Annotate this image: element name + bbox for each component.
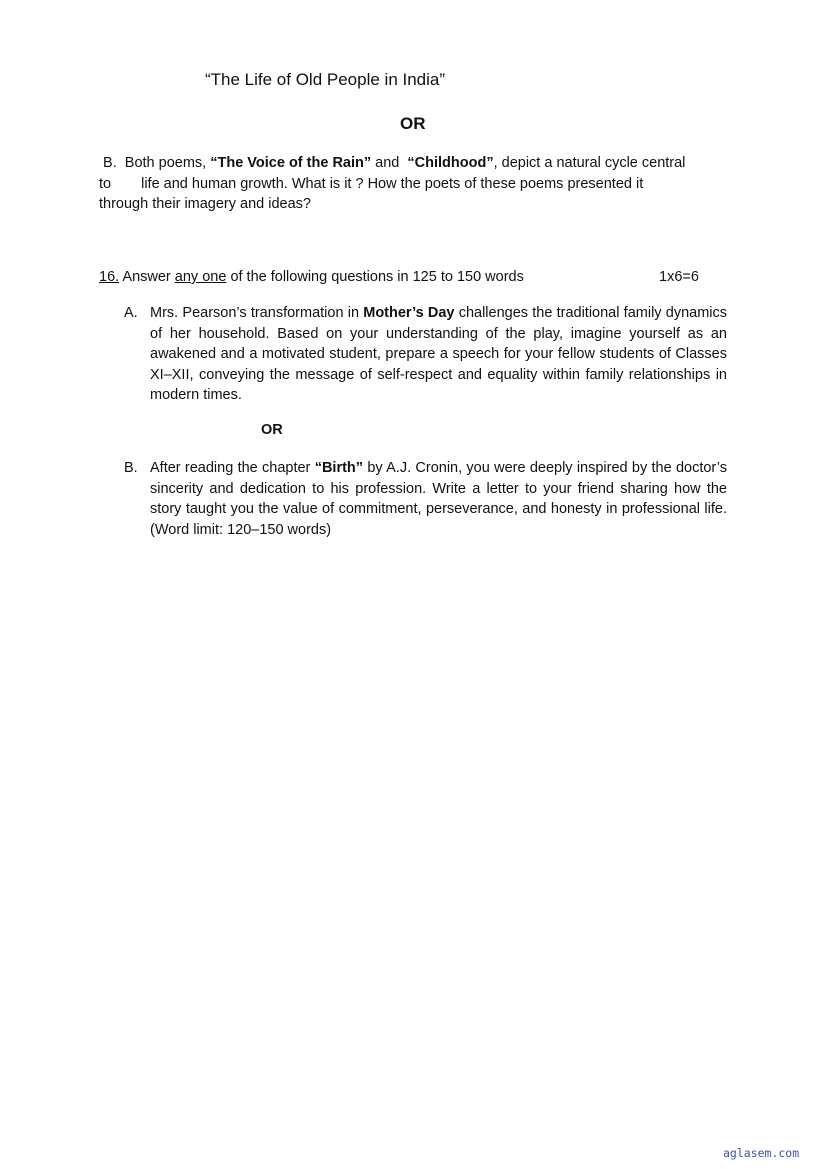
option-text: , depict a natural cycle central (493, 155, 686, 171)
essay-title: “The Life of Old People in India” (205, 70, 446, 89)
option-intro: Both poems, (124, 155, 207, 171)
q15-option-b (99, 153, 729, 215)
option-label: B. (103, 155, 117, 171)
q16-option-a (124, 303, 727, 406)
question-marks: 1x6=6 (659, 269, 699, 285)
connector-text: and (375, 155, 400, 171)
question-16 (99, 267, 739, 287)
question-prefix: Answer (122, 269, 171, 285)
option-text-start: After reading the chapter (150, 460, 311, 476)
option-text (150, 303, 727, 406)
question-emphasis: any one (174, 269, 227, 285)
option-text: life and human growth. What is it ? How the poets of these poems presented it (141, 175, 644, 192)
or-divider: OR (400, 114, 426, 133)
q15-option-b-line-2 (99, 174, 729, 195)
option-label: B. (124, 460, 138, 476)
q15-option-b-line-1 (99, 153, 729, 174)
play-title-mothers-day: Mother’s Day (363, 305, 455, 321)
option-text-start: Mrs. Pearson’s transformation in (150, 305, 360, 321)
chapter-title-birth: “Birth” (314, 460, 364, 476)
or-divider: OR (261, 422, 283, 438)
option-text (150, 458, 727, 540)
question-suffix: of the following questions in 125 to 150 words (230, 269, 524, 285)
option-text-rest: by A.J. Cronin, you were deeply inspired by the doctor’s sincerity and dedication to his profession. Write a letter to your friend sharing how the story taught you the value of commitment, perseverance, and honesty in professional life. (Word limit: 120–150 words) (150, 460, 728, 538)
option-text: to (99, 175, 112, 192)
q16-option-b (124, 458, 727, 540)
option-label: A. (124, 305, 138, 321)
poem-title-childhood: “Childhood” (407, 155, 494, 171)
poem-title-voice-of-rain: “The Voice of the Rain” (210, 155, 372, 171)
option-text-rest: challenges the traditional family dynamics of her household. Based on your understanding of the play, imagine yourself as an awakened and a motivated student, prepare a speech for your fellow students of Classes XI–XII, conveying the message of self-respect and equality within family relationships in modern times. (150, 305, 728, 403)
watermark-link[interactable]: aglasem.com (723, 1146, 800, 1160)
question-number: 16. (99, 269, 120, 285)
q15-option-b-line-3: through their imagery and ideas? (99, 196, 311, 212)
